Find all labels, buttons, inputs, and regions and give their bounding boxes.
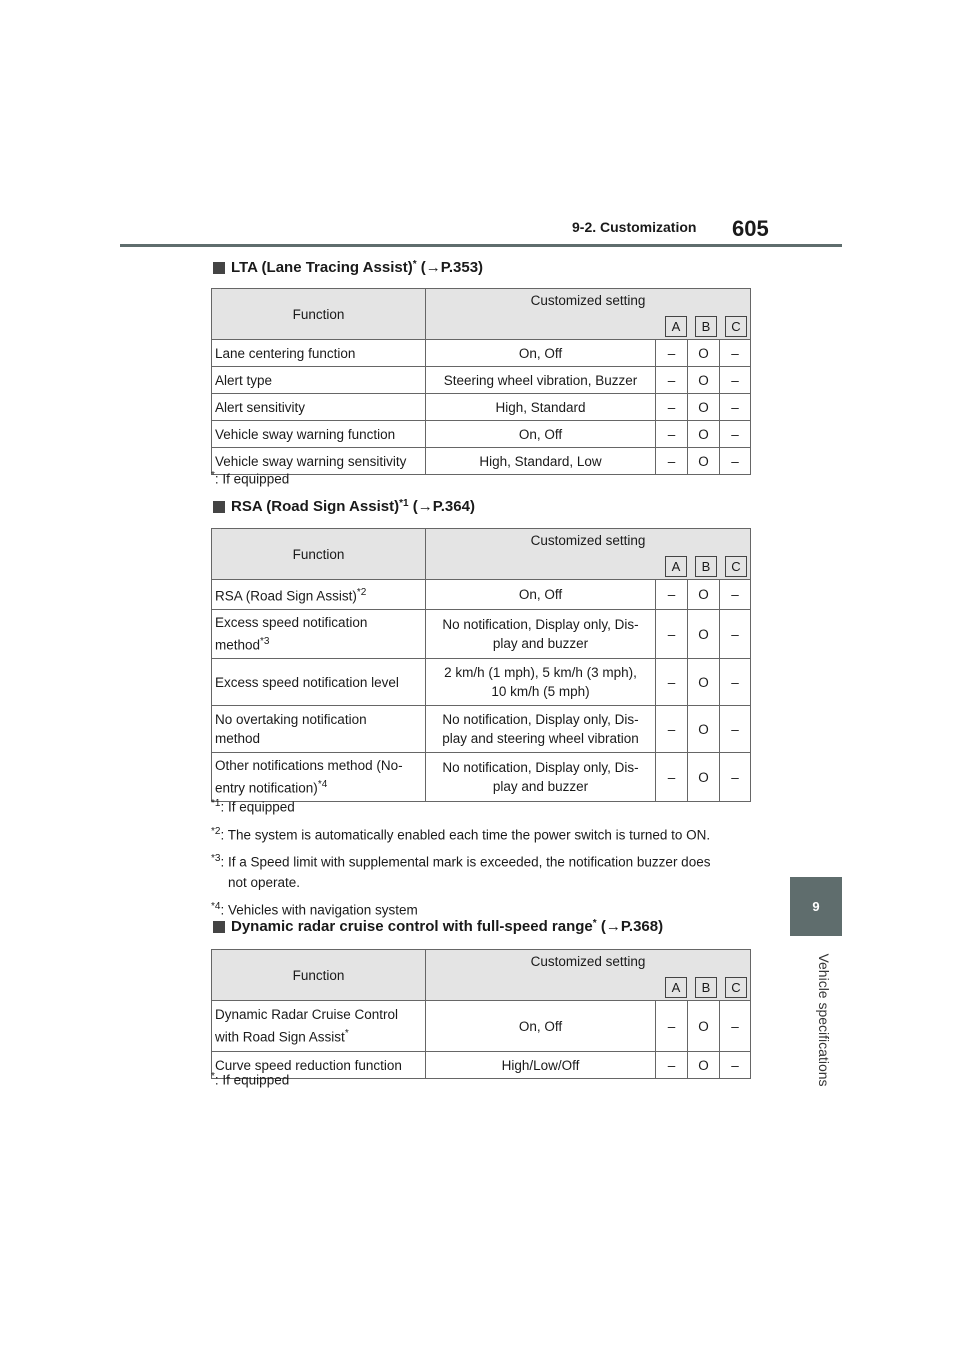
function-cell: Alert type — [212, 367, 426, 394]
footnote-mark: *2 — [211, 825, 221, 837]
lta-table — [211, 288, 751, 475]
a-cell: – — [656, 1001, 688, 1052]
chapter-title: Vehicle specifications — [816, 953, 832, 1087]
table-row — [212, 1052, 751, 1079]
label-b-icon: B — [695, 977, 717, 998]
function-cell: Alert sensitivity — [212, 394, 426, 421]
lta-title: LTA (Lane Tracing Assist) — [231, 259, 413, 276]
c-cell: – — [720, 367, 751, 394]
setting-header — [426, 289, 751, 340]
header-divider — [120, 244, 842, 247]
label-a-icon: A — [665, 977, 687, 998]
setting-cell: On, Off — [426, 340, 656, 367]
footnote-mark: * — [344, 1028, 349, 1040]
c-cell: – — [720, 706, 751, 753]
lta-title-footnote: * — [412, 259, 417, 270]
footnote-item — [211, 822, 756, 846]
label-b-icon: B — [695, 316, 717, 337]
setting-text-line1: No notification, Display only, Dis- — [442, 617, 639, 632]
function-text-line1: Excess speed notification — [215, 615, 368, 631]
footnote-text-cont: not operate. — [228, 874, 301, 890]
setting-cell — [426, 659, 656, 706]
b-cell: O — [688, 610, 720, 659]
function-text-line2: method — [215, 637, 261, 653]
chapter-tab[interactable]: 9 — [790, 877, 842, 936]
footnote-text: : If equipped — [214, 471, 290, 487]
c-cell: – — [720, 610, 751, 659]
table-header-row — [212, 950, 751, 1001]
b-cell: O — [688, 659, 720, 706]
c-cell: – — [720, 421, 751, 448]
rsa-table — [211, 528, 751, 802]
abc-labels — [429, 316, 747, 337]
setting-text-line2: 10 km/h (5 mph) — [491, 684, 590, 699]
label-a-icon: A — [665, 316, 687, 337]
function-text-line1: No overtaking notification — [215, 712, 367, 727]
setting-header — [426, 529, 751, 580]
a-cell: – — [656, 610, 688, 659]
rsa-title: RSA (Road Sign Assist) — [231, 498, 400, 515]
table-row — [212, 1001, 751, 1052]
setting-cell — [426, 610, 656, 659]
function-text-line2: method — [215, 731, 261, 746]
b-cell: O — [688, 448, 720, 475]
label-b-icon: B — [695, 556, 717, 577]
setting-text-line1: 2 km/h (1 mph), 5 km/h (3 mph), — [444, 665, 637, 680]
table-row — [212, 580, 751, 610]
function-text-line1: Other notifications method (No- — [215, 758, 403, 774]
a-cell: – — [656, 394, 688, 421]
section-bullet-icon — [213, 921, 225, 933]
label-c-icon: C — [725, 977, 747, 998]
label-c-icon: C — [725, 556, 747, 577]
table-row — [212, 340, 751, 367]
a-cell: – — [656, 1052, 688, 1079]
section-title: 9-2. Customization — [572, 219, 697, 235]
function-header: Function — [212, 950, 426, 1001]
footnote-item — [211, 849, 756, 893]
b-cell: O — [688, 394, 720, 421]
function-text: RSA (Road Sign Assist) — [215, 588, 357, 604]
function-cell: Excess speed notification level — [212, 659, 426, 706]
setting-cell — [426, 706, 656, 753]
setting-text-line2: play and steering wheel vibration — [442, 731, 639, 746]
rsa-heading — [211, 498, 475, 515]
function-cell — [212, 706, 426, 753]
c-cell: – — [720, 1052, 751, 1079]
drcc-footnote — [211, 1067, 289, 1091]
setting-header — [426, 950, 751, 1001]
b-cell: O — [688, 706, 720, 753]
footnote-text: : If equipped — [214, 1072, 290, 1088]
c-cell: – — [720, 340, 751, 367]
function-cell: Vehicle sway warning sensitivity — [212, 448, 426, 475]
setting-cell: On, Off — [426, 580, 656, 610]
lta-heading — [211, 259, 483, 276]
table-row — [212, 659, 751, 706]
table-row — [212, 448, 751, 475]
rsa-title-footnote: *1 — [399, 498, 409, 509]
function-cell — [212, 580, 426, 610]
section-bullet-icon — [213, 262, 225, 274]
c-cell: – — [720, 580, 751, 610]
function-cell: Vehicle sway warning function — [212, 421, 426, 448]
footnote-mark: *1 — [211, 798, 221, 809]
footnote-mark: *4 — [211, 900, 221, 912]
setting-cell: Steering wheel vibration, Buzzer — [426, 367, 656, 394]
footnote-mark: *3 — [260, 636, 270, 648]
a-cell: – — [656, 753, 688, 802]
footnote-item — [211, 794, 756, 818]
rsa-footnotes — [211, 794, 756, 920]
function-cell: Curve speed reduction function — [212, 1052, 426, 1079]
b-cell: O — [688, 340, 720, 367]
setting-header-label: Customized setting — [530, 533, 646, 548]
abc-labels — [429, 977, 747, 998]
setting-header-label: Customized setting — [530, 954, 646, 969]
footnote-item — [211, 897, 756, 921]
table-row — [212, 367, 751, 394]
section-bullet-icon — [213, 501, 225, 513]
setting-cell: High, Standard, Low — [426, 448, 656, 475]
setting-text-line2: play and buzzer — [492, 779, 589, 794]
lta-footnote — [211, 466, 289, 490]
c-cell: – — [720, 659, 751, 706]
b-cell: O — [688, 421, 720, 448]
setting-text-line1: No notification, Display only, Dis- — [442, 760, 639, 775]
label-a-icon: A — [665, 556, 687, 577]
c-cell: – — [720, 753, 751, 802]
function-cell — [212, 1001, 426, 1052]
b-cell: O — [688, 753, 720, 802]
function-text-line2: entry notification) — [215, 780, 318, 796]
rsa-page-ref[interactable]: (→P.364) — [412, 498, 475, 515]
setting-cell: High/Low/Off — [426, 1052, 656, 1079]
table-row — [212, 394, 751, 421]
table-header-row — [212, 529, 751, 580]
footnote-mark: * — [211, 470, 215, 481]
footnote-text: : If equipped — [220, 799, 295, 815]
table-row — [212, 610, 751, 659]
setting-text-line2: play and buzzer — [492, 636, 589, 651]
c-cell: – — [720, 1001, 751, 1052]
drcc-page-ref[interactable]: (→P.368) — [600, 918, 664, 935]
footnote-mark: *4 — [317, 779, 328, 791]
setting-cell: High, Standard — [426, 394, 656, 421]
a-cell: – — [656, 340, 688, 367]
function-text-line1: Dynamic Radar Cruise Control — [215, 1007, 399, 1023]
drcc-table — [211, 949, 751, 1079]
function-text-line2: with Road Sign Assist — [215, 1029, 345, 1045]
function-cell — [212, 610, 426, 659]
c-cell: – — [720, 448, 751, 475]
lta-page-ref[interactable]: (→P.353) — [420, 259, 484, 276]
b-cell: O — [688, 367, 720, 394]
footnote-text: : Vehicles with navigation system — [220, 902, 418, 917]
setting-text-line1: No notification, Display only, Dis- — [442, 712, 639, 727]
footnote-text: : The system is automatically enabled each time the power switch is turned to ON. — [220, 827, 711, 842]
a-cell: – — [656, 706, 688, 753]
function-cell: Lane centering function — [212, 340, 426, 367]
a-cell: – — [656, 421, 688, 448]
table-header-row — [212, 289, 751, 340]
a-cell: – — [656, 659, 688, 706]
footnote-mark: *3 — [211, 853, 221, 864]
footnote-mark: * — [211, 1071, 215, 1082]
table-row — [212, 421, 751, 448]
c-cell: – — [720, 394, 751, 421]
b-cell: O — [688, 1052, 720, 1079]
a-cell: – — [656, 367, 688, 394]
drcc-title: Dynamic radar cruise control with full-speed range — [231, 918, 593, 935]
label-c-icon: C — [725, 316, 747, 337]
setting-cell: On, Off — [426, 1001, 656, 1052]
drcc-title-footnote: * — [592, 918, 597, 929]
drcc-heading — [211, 918, 663, 935]
function-header: Function — [212, 289, 426, 340]
setting-header-label: Customized setting — [530, 293, 646, 308]
a-cell: – — [656, 448, 688, 475]
footnote-text: : If a Speed limit with supplemental mark is exceeded, the notification buzzer does — [220, 854, 711, 870]
a-cell: – — [656, 580, 688, 610]
setting-cell: On, Off — [426, 421, 656, 448]
function-header: Function — [212, 529, 426, 580]
abc-labels — [429, 556, 747, 577]
footnote-mark: *2 — [356, 587, 367, 599]
table-row — [212, 706, 751, 753]
page-number: 605 — [732, 216, 769, 241]
b-cell: O — [688, 1001, 720, 1052]
b-cell: O — [688, 580, 720, 610]
